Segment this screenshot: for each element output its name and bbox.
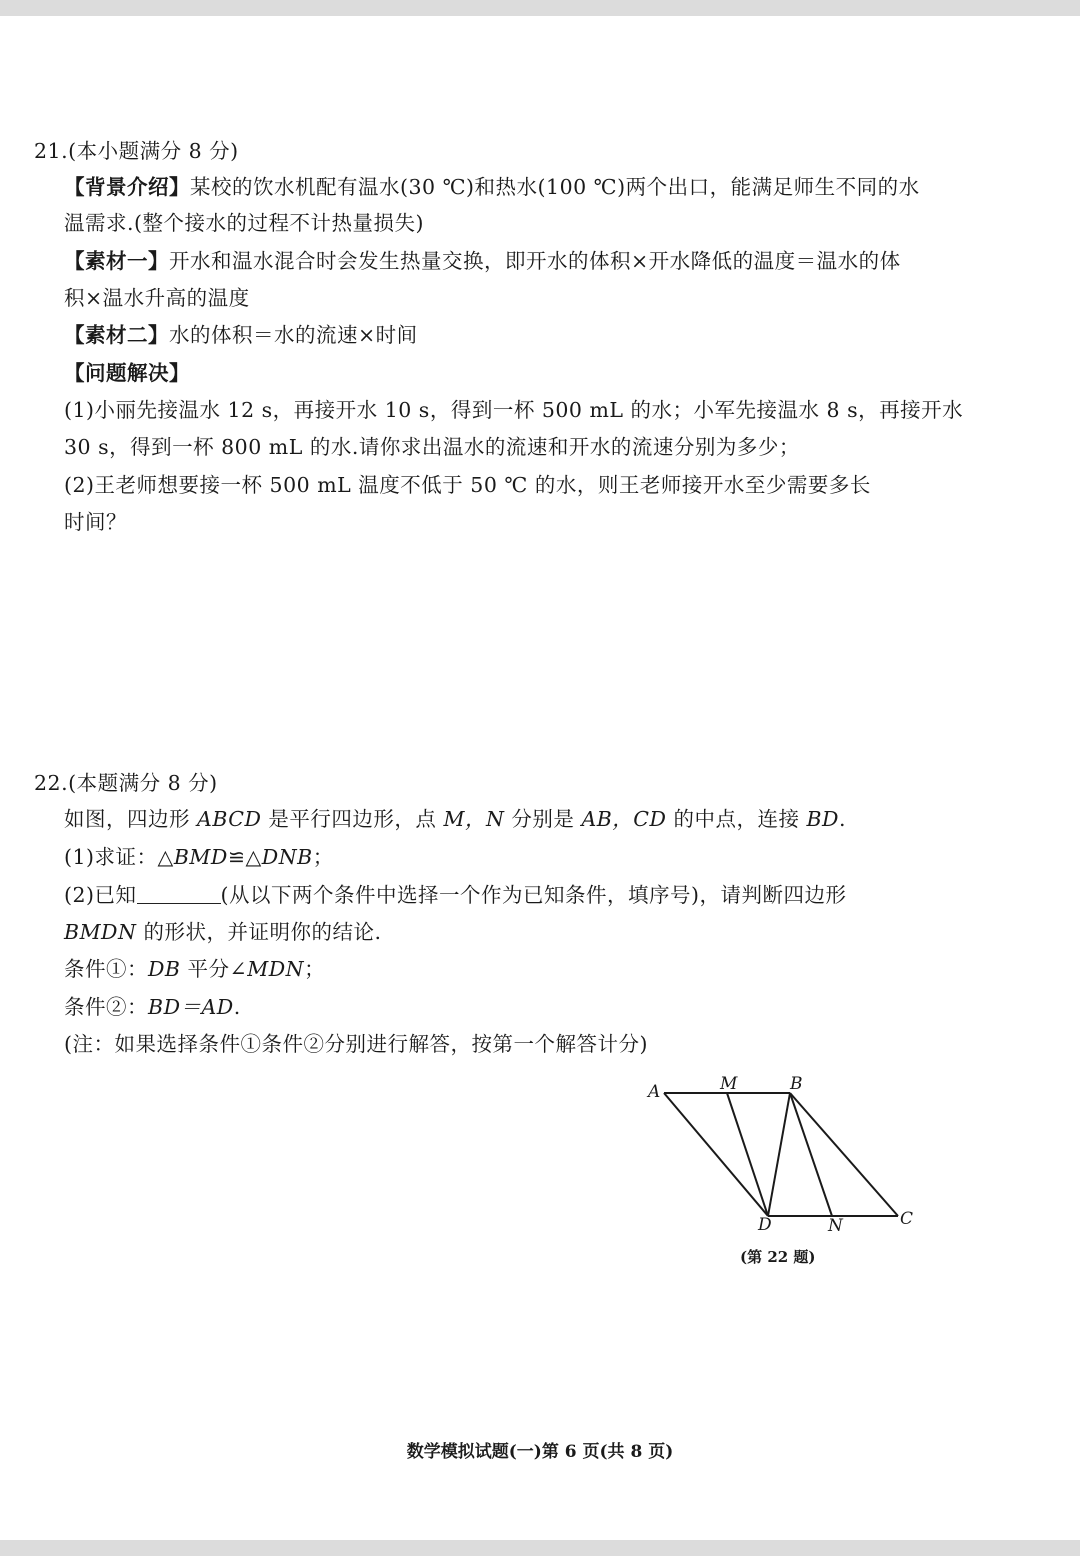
q21-material2: 【素材二】水的体积＝水的流速×时间 xyxy=(64,323,418,347)
q21-material1: 【素材一】开水和温水混合时会发生热量交换，即开水的体积×开水降低的温度＝温水的体 xyxy=(64,249,901,273)
label-a: A xyxy=(648,1082,661,1102)
parallelogram-figure xyxy=(640,1070,930,1240)
segment-bd xyxy=(768,1093,790,1216)
q21-material1-cont: 积×温水升高的温度 xyxy=(64,286,250,310)
q21-background: 【背景介绍】某校的饮水机配有温水(30 ℃)和热水(100 ℃)两个出口，能满足师生不同的水 xyxy=(64,175,920,199)
label-b: B xyxy=(790,1074,803,1094)
label-n: N xyxy=(828,1216,843,1236)
q21-part1-cont: 30 s，得到一杯 800 mL 的水.请你求出温水的流速和开水的流速分别为多少； xyxy=(64,435,800,459)
segment-bn xyxy=(790,1093,832,1216)
q22-header: 22.(本题满分 8 分) xyxy=(34,771,218,795)
q21-problem-tag: 【问题解决】 xyxy=(64,361,190,385)
figure-caption: (第 22 题) xyxy=(740,1248,816,1266)
label-m: M xyxy=(720,1074,738,1094)
q21-background-cont: 温需求.(整个接水的过程不计热量损失) xyxy=(64,211,425,235)
q21-part2: (2)王老师想要接一杯 500 mL 温度不低于 50 ℃ 的水，则王老师接开水至少需要多长 xyxy=(64,473,871,497)
label-d: D xyxy=(758,1215,772,1235)
bottom-border xyxy=(0,1540,1080,1556)
top-border xyxy=(0,0,1080,16)
answer-blank[interactable] xyxy=(137,883,221,904)
q22-condition-1: 条件①：DB 平分∠MDN； xyxy=(64,957,326,981)
q21-part2-cont: 时间？ xyxy=(64,510,127,534)
q22-part1: (1)求证：△BMD≌△DNB； xyxy=(64,845,334,869)
q22-intro: 如图，四边形 ABCD 是平行四边形，点 M，N 分别是 AB，CD 的中点，连接 BD. xyxy=(64,807,847,831)
q22-part2-cont: BMDN 的形状，并证明你的结论. xyxy=(64,920,382,944)
q22-note: (注：如果选择条件①条件②分别进行解答，按第一个解答计分) xyxy=(64,1032,648,1056)
q22-condition-2: 条件②：BD＝AD. xyxy=(64,995,241,1019)
segment-md xyxy=(727,1093,768,1216)
q22-part2: (2)已知 (从以下两个条件中选择一个作为已知条件，填序号)，请判断四边形 xyxy=(64,883,847,907)
label-c: C xyxy=(900,1209,914,1229)
q21-header: 21.(本小题满分 8 分) xyxy=(34,139,239,163)
segment-ad xyxy=(664,1093,768,1216)
page-footer: 数学模拟试题(一)第 6 页(共 8 页) xyxy=(406,1442,674,1462)
segment-bc xyxy=(790,1093,898,1216)
q21-part1: (1)小丽先接温水 12 s，再接开水 10 s，得到一杯 500 mL 的水；小军先接温水 8 s，再接开水 xyxy=(64,398,964,422)
